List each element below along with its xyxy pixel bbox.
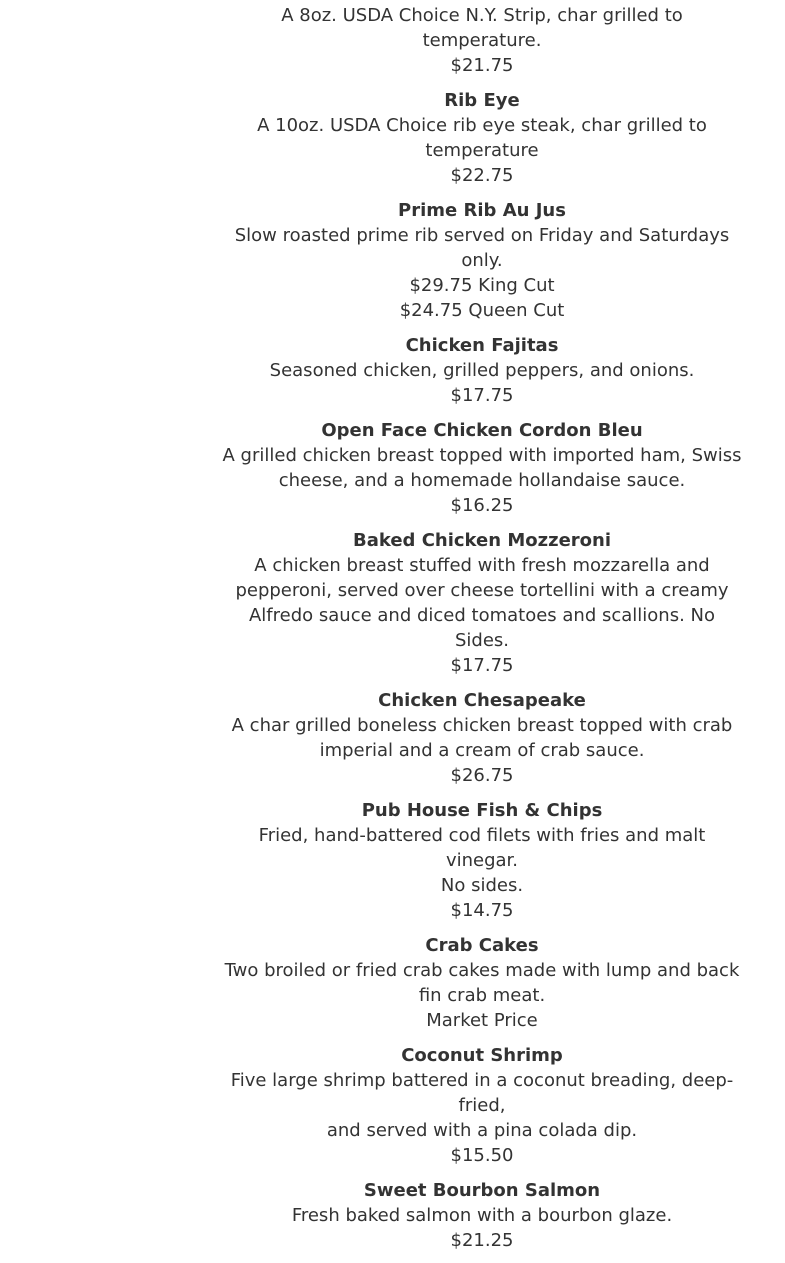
menu-item-description: Seasoned chicken, grilled peppers, and onions. [269,360,695,381]
menu-item-description: Slow roasted prime rib served on Friday and Saturdays only. [234,225,730,271]
menu-item [222,798,742,923]
menu-item-name: Coconut Shrimp [401,1045,563,1066]
menu-item-name: Rib Eye [444,90,520,111]
menu-item-name: Open Face Chicken Cordon Bleu [321,420,643,441]
menu-item [222,1043,742,1168]
menu-item-description: Two broiled or fried crab cakes made with lump and back fin crab meat. [224,960,740,1006]
menu-item-description: A chicken breast stuffed with fresh mozzarella and pepperoni, served over cheese tortellini with a creamy Alfredo sauce and diced tomatoes and scallions. No Sides. [235,555,729,651]
menu-item [222,1178,742,1253]
menu-item [222,333,742,408]
menu-item-description: Fresh baked salmon with a bourbon glaze. [291,1205,673,1226]
menu-item-name: Pub House Fish & Chips [361,800,603,821]
menu-item-price: Market Price [426,1010,538,1031]
menu-item [222,528,742,678]
menu-item-price: $16.25 [450,495,514,516]
menu-item-price: $26.75 [450,765,514,786]
menu-item-price: $17.75 [450,655,514,676]
menu-item-price-king-cut: $29.75 King Cut [409,275,555,296]
menu-item-price: $15.50 [450,1145,514,1166]
menu-item [222,88,742,188]
menu-item-price: $17.75 [450,385,514,406]
menu-item-description: A grilled chicken breast topped with imported ham, Swiss cheese, and a homemade hollandaise sauce. [222,445,742,491]
menu-item [222,933,742,1033]
menu-item-description: A 8oz. USDA Choice N.Y. Strip, char grilled to temperature. [281,5,683,51]
menu-item [222,418,742,518]
menu-list [222,0,742,1263]
menu-item-name: Prime Rib Au Jus [398,200,566,221]
menu-item-price: $21.25 [450,1230,514,1251]
menu-item-name: Chicken Fajitas [405,335,559,356]
menu-item-price-queen-cut: $24.75 Queen Cut [399,300,565,321]
menu-item-name: Baked Chicken Mozzeroni [352,530,612,551]
menu-item [222,688,742,788]
menu-item [222,0,742,78]
menu-item-name: Crab Cakes [425,935,539,956]
menu-item-price: $22.75 [450,165,514,186]
menu-item-price: $21.75 [450,55,514,76]
menu-item-name: Sweet Bourbon Salmon [363,1180,601,1201]
menu-item-name: Chicken Chesapeake [378,690,586,711]
menu-item-description: Fried, hand-battered cod filets with fries and malt vinegar. No sides. [258,825,706,896]
menu-item-description: Five large shrimp battered in a coconut breading, deep-fried, and served with a pina colada dip. [230,1070,734,1141]
menu-item-price: $14.75 [450,900,514,921]
menu-item-description: A 10oz. USDA Choice rib eye steak, char grilled to temperature [257,115,707,161]
menu-item-description: A char grilled boneless chicken breast topped with crab imperial and a cream of crab sauce. [231,715,733,761]
menu-item [222,198,742,323]
